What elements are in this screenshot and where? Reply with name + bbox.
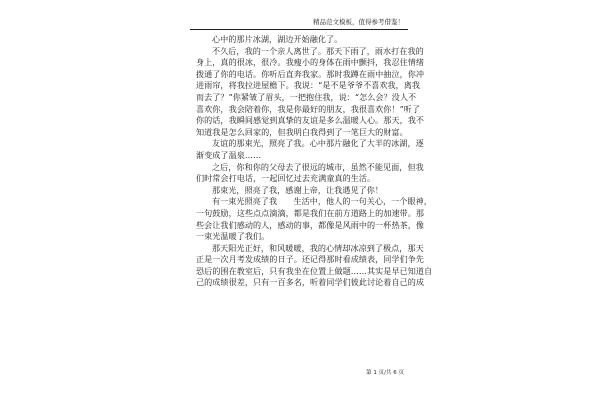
paragraph-line: 之后，你和你的父母去了很远的城市，虽然不能见面，但我	[212, 161, 424, 172]
paragraph-line: 进雨帘，将我拉进屋檐下。我说：“是不是爷爷不喜欢我，离我	[196, 80, 421, 91]
page-header	[190, 17, 408, 30]
paragraph-line: 们时常会打电话，一起回忆过去充满童真的生活。	[196, 173, 376, 184]
body-text	[196, 34, 433, 289]
paragraph-line: 那束光，照亮了我，感谢上帝，让我遇见了你！	[212, 184, 384, 195]
paragraph-line: 有一束光照亮了我 生活中，他人的一句关心，一个眼神，	[212, 196, 432, 207]
paragraph-line: 一束光温暖了我们。	[196, 231, 270, 242]
paragraph-line: 拨通了你的电话。你听后直奔我家。那时我蹲在雨中抽泣，你冲	[196, 68, 425, 79]
paragraph-line: 喜欢你，我会陪着你，我是你最好的朋友，我很喜欢你！”听了	[196, 103, 421, 114]
paragraph-line: 恐后的围在教室后，只有我坐在位置上做题……其实是早已知道自	[196, 265, 433, 276]
paragraph-line: 身上，真的很冰，很冷。我瘦小的身体在雨中颤抖，我忍住情绪	[196, 57, 425, 68]
page-number: 第 1 页/共 6 页	[366, 370, 404, 376]
paragraph-line: 渐变成了温泉……	[196, 149, 262, 160]
paragraph-line: 正是一次月考发成绩的日子。还记得那时看成绩表，同学们争先	[196, 254, 425, 265]
paragraph-line: 心中的那片冰湖，湖边开始融化了。	[212, 34, 343, 44]
paragraph-line: 而去了？”你紧皱了眉头，一把抱住我，说：“怎么会？没人不	[196, 91, 417, 102]
paragraph-line: 不久后，我的一个亲人离世了。那天下雨了，雨水打在我的	[212, 45, 424, 56]
paragraph-line: 己的成绩很差，只有一百多名，听着同学们彼此讨论着自己的成	[196, 277, 425, 288]
paragraph-line: 一句鼓励，这些点点滴滴，都是我们在前方道路上的加速带。那	[196, 207, 425, 218]
paragraph-line: 些会让我们感动的人，感动的事，都像是风雨中的一杯热茶，像	[196, 219, 425, 230]
paragraph-line: 友谊的那束光，照亮了我。心中那片融化了大半的冰湖，逐	[212, 138, 424, 149]
paragraph-line: 知道我是怎么回家的，但我明白我得到了一笔巨大的财富。	[196, 126, 408, 137]
paragraph-line: 你的话，我瞬间感觉到真挚的友谊是多么温暖人心。那天，我不	[196, 115, 425, 126]
header-text: 精品范文模板，值得参考借鉴！	[313, 18, 404, 26]
paragraph-line: 那天阳光正好，和风暖暖，我的心情却冰凉到了极点，那天	[212, 242, 424, 253]
